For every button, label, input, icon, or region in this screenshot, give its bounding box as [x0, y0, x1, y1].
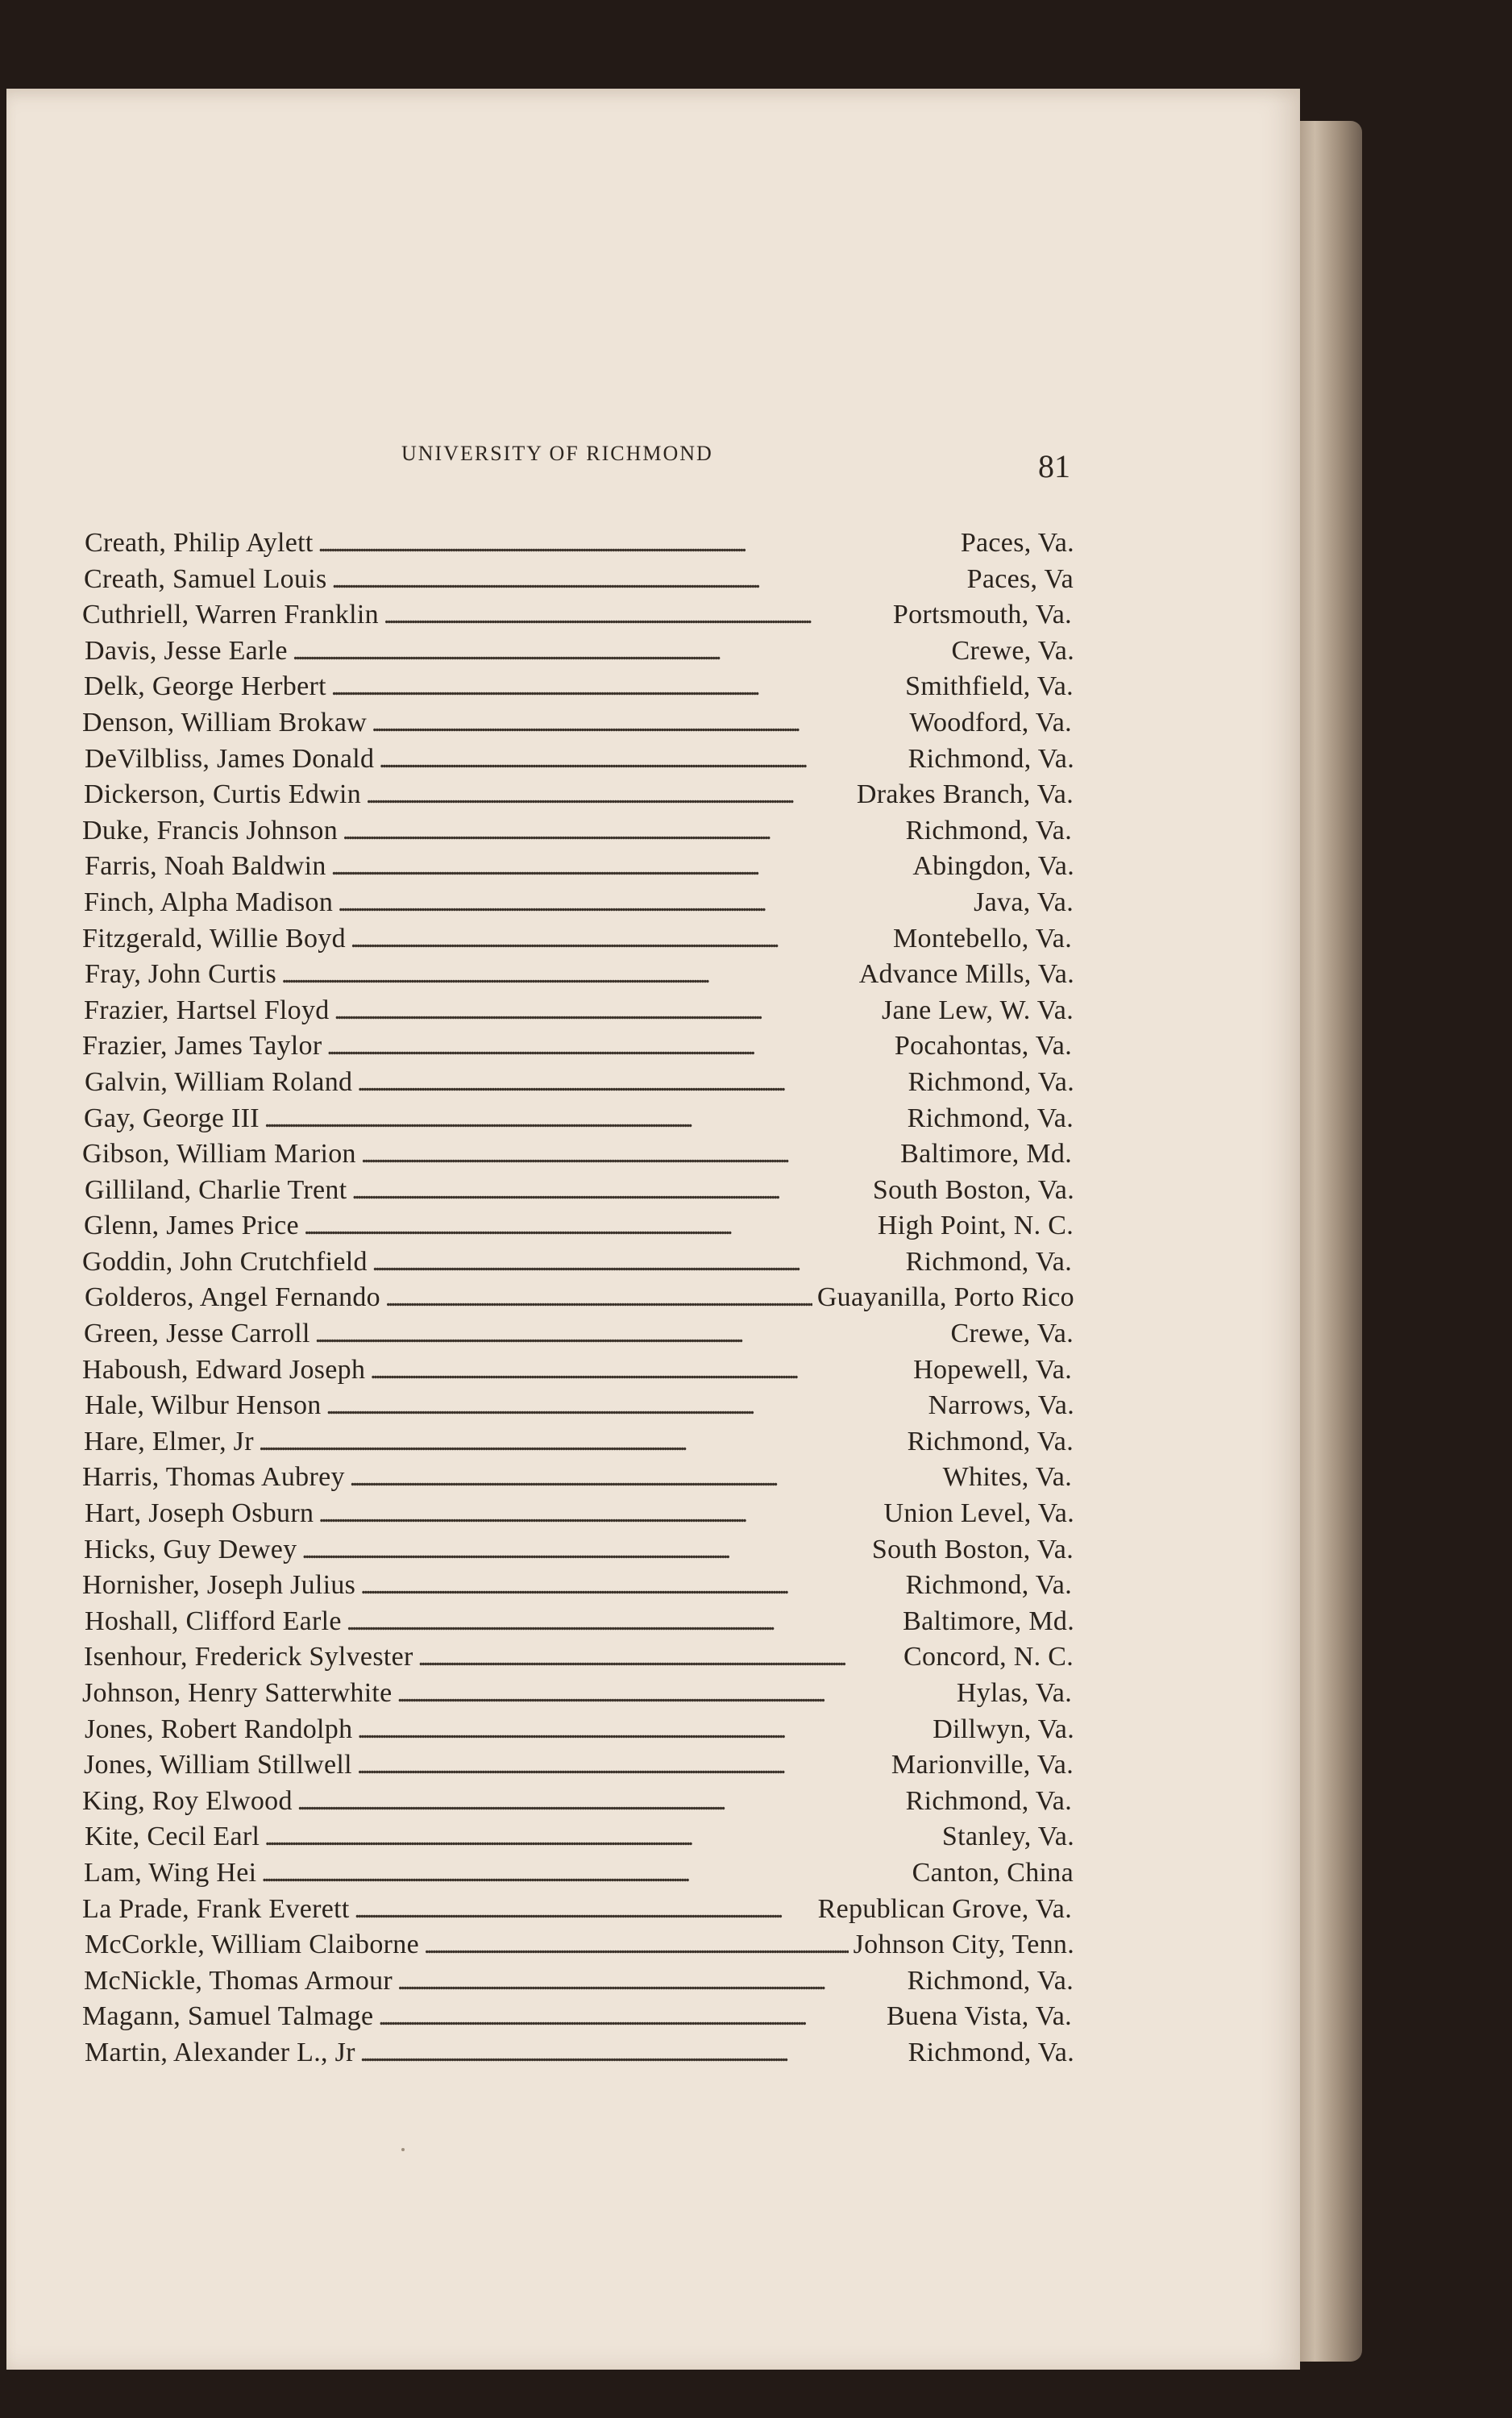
dot-leader: [343, 814, 901, 850]
student-name: Harris, Thomas Aubrey: [82, 1462, 345, 1493]
student-name: Creath, Philip Aylett: [85, 528, 314, 558]
dot-leader: [385, 1281, 812, 1317]
student-residence: Crewe, Va.: [950, 1319, 1074, 1349]
roster-entry: [82, 1136, 1072, 1173]
dot-leader: [418, 1640, 899, 1676]
roster-entry: [82, 1999, 1072, 2035]
dot-leader: [315, 1317, 946, 1353]
roster-entry: [82, 813, 1072, 850]
student-residence: Jane Lew, W. Va.: [881, 995, 1074, 1025]
dot-leader: [338, 886, 969, 922]
dot-leader: [318, 526, 956, 563]
roster-entry: [82, 705, 1072, 742]
dot-leader: [379, 742, 903, 779]
dot-leader: [351, 922, 888, 958]
dot-leader: [351, 1174, 867, 1210]
dot-leader: [357, 1748, 887, 1784]
dot-leader: [372, 706, 904, 742]
student-residence: Pocahontas, Va.: [894, 1031, 1072, 1062]
student-name: McNickle, Thomas Armour: [84, 1965, 393, 1996]
student-name: Finch, Alpha Madison: [84, 887, 334, 917]
student-residence: Marionville, Va.: [891, 1750, 1074, 1780]
roster-entry: [84, 993, 1074, 1029]
student-name: Glenn, James Price: [84, 1211, 299, 1241]
dot-leader: [397, 1964, 903, 2000]
student-residence: Hopewell, Va.: [913, 1354, 1072, 1385]
student-name: King, Roy Elwood: [82, 1785, 293, 1816]
roster-entry: [82, 1784, 1072, 1820]
student-residence: Johnson City, Tenn.: [853, 1930, 1074, 1960]
student-residence: Abingdon, Va.: [912, 851, 1074, 882]
roster-entry: [85, 1065, 1074, 1101]
student-name: Hale, Wilbur Henson: [85, 1390, 322, 1421]
roster-entry: [82, 921, 1072, 958]
student-roster: [84, 526, 1074, 2071]
student-name: Hare, Elmer, Jr: [84, 1426, 254, 1456]
dot-leader: [384, 598, 888, 634]
student-residence: Advance Mills, Va.: [858, 959, 1074, 990]
student-residence: Buena Vista, Va.: [886, 2001, 1072, 2032]
student-residence: Baltimore, Md.: [900, 1139, 1072, 1170]
student-name: La Prade, Frank Everett: [82, 1893, 350, 1924]
roster-entry: [82, 1460, 1072, 1496]
student-residence: Montebello, Va.: [892, 923, 1072, 953]
student-residence: High Point, N. C.: [877, 1211, 1074, 1241]
paper-mark: [401, 2148, 405, 2151]
page-number: 81: [1038, 448, 1070, 484]
roster-entry: [85, 849, 1074, 885]
student-name: Martin, Alexander L., Jr: [85, 2037, 355, 2067]
student-residence: Union Level, Va.: [883, 1498, 1074, 1529]
student-name: Magann, Samuel Talmage: [82, 2001, 374, 2032]
roster-entry: [82, 1028, 1072, 1065]
roster-entry: [84, 1747, 1074, 1784]
student-name: Jones, William Stillwell: [84, 1750, 352, 1780]
student-residence: South Boston, Va.: [871, 1534, 1074, 1564]
roster-entry: [82, 1244, 1072, 1281]
dot-leader: [261, 1856, 907, 1892]
dot-leader: [293, 634, 947, 671]
roster-entry: [85, 1388, 1074, 1424]
student-name: Davis, Jesse Earle: [85, 635, 288, 666]
roster-entry: [85, 957, 1074, 993]
roster-entry: [85, 1604, 1074, 1640]
dot-leader: [331, 850, 908, 886]
roster-entry: [82, 1568, 1072, 1604]
dot-leader: [264, 1820, 937, 1856]
student-residence: South Boston, Va.: [872, 1174, 1074, 1205]
roster-entry: [82, 1676, 1072, 1712]
dot-leader: [350, 1460, 938, 1497]
student-residence: Richmond, Va.: [905, 1570, 1072, 1601]
dot-leader: [378, 2000, 882, 2036]
roster-entry: [85, 1712, 1074, 1748]
roster-entry: [84, 1639, 1074, 1676]
roster-entry: [84, 777, 1074, 813]
roster-entry: [84, 1208, 1074, 1244]
student-name: Delk, George Herbert: [84, 671, 326, 702]
student-name: Frazier, Hartsel Floyd: [84, 995, 330, 1025]
dot-leader: [361, 1137, 895, 1174]
student-name: Jones, Robert Randolph: [85, 1714, 353, 1744]
student-name: Frazier, James Taylor: [82, 1031, 322, 1062]
student-name: Creath, Samuel Louis: [84, 563, 327, 594]
student-residence: Narrows, Va.: [928, 1390, 1074, 1421]
roster-entry: [85, 2035, 1074, 2071]
dot-leader: [357, 1066, 903, 1102]
student-residence: Paces, Va.: [960, 528, 1074, 558]
student-name: Duke, Francis Johnson: [82, 815, 338, 845]
student-residence: Guayanilla, Porto Rico: [816, 1282, 1074, 1313]
dot-leader: [304, 1209, 873, 1245]
roster-entry: [85, 1280, 1074, 1316]
student-residence: Woodford, Va.: [909, 707, 1072, 737]
student-name: Gay, George III: [84, 1103, 260, 1133]
student-name: McCorkle, William Claiborne: [85, 1930, 419, 1960]
student-name: Green, Jesse Carroll: [84, 1319, 310, 1349]
running-title: UNIVERSITY OF RICHMOND: [401, 442, 713, 465]
dot-leader: [357, 1713, 928, 1749]
student-residence: Stanley, Va.: [941, 1822, 1074, 1852]
dot-leader: [397, 1676, 952, 1713]
student-residence: Whites, Va.: [942, 1462, 1072, 1493]
dot-leader: [326, 1389, 924, 1425]
roster-entry: [85, 526, 1074, 562]
dot-leader: [372, 1245, 901, 1282]
roster-entry: [82, 1892, 1072, 1928]
dot-leader: [366, 778, 852, 814]
roster-entry: [85, 1173, 1074, 1209]
student-residence: Baltimore, Md.: [903, 1606, 1074, 1636]
roster-entry: [84, 1424, 1074, 1460]
student-residence: Dillwyn, Va.: [933, 1714, 1074, 1744]
student-name: Goddin, John Crutchfield: [82, 1246, 368, 1277]
student-residence: Concord, N. C.: [903, 1642, 1074, 1672]
roster-entry: [84, 562, 1074, 598]
student-residence: Republican Grove, Va.: [817, 1893, 1072, 1924]
student-residence: Richmond, Va.: [908, 743, 1074, 774]
roster-entry: [84, 885, 1074, 921]
dot-leader: [259, 1425, 903, 1461]
student-name: Galvin, William Roland: [85, 1066, 353, 1097]
dot-leader: [318, 1497, 879, 1533]
student-residence: Richmond, Va.: [908, 2037, 1074, 2067]
student-name: Gibson, William Marion: [82, 1139, 356, 1170]
dot-leader: [424, 1928, 849, 1964]
roster-entry: [85, 634, 1074, 670]
student-name: Hart, Joseph Osburn: [85, 1498, 314, 1529]
dot-leader: [370, 1353, 908, 1390]
roster-entry: [84, 669, 1074, 705]
student-name: Lam, Wing Hei: [84, 1857, 257, 1888]
student-residence: Richmond, Va.: [907, 1426, 1074, 1456]
student-name: Cuthriell, Warren Franklin: [82, 600, 379, 630]
roster-entry: [85, 742, 1074, 778]
dot-leader: [297, 1784, 901, 1821]
student-name: Hoshall, Clifford Earle: [85, 1606, 342, 1636]
dot-leader: [331, 670, 900, 706]
student-name: Farris, Noah Baldwin: [85, 851, 326, 882]
roster-entry: [82, 1352, 1072, 1389]
roster-entry: [84, 1316, 1074, 1352]
dot-leader: [360, 1568, 900, 1605]
dot-leader: [332, 563, 962, 599]
student-name: Golderos, Angel Fernando: [85, 1282, 380, 1313]
student-name: Isenhour, Frederick Sylvester: [84, 1642, 413, 1672]
roster-entry: [84, 1101, 1074, 1137]
dot-leader: [281, 958, 854, 994]
dot-leader: [326, 1029, 889, 1066]
dot-leader: [355, 1892, 813, 1929]
student-residence: Java, Va.: [974, 887, 1074, 917]
student-residence: Hylas, Va.: [956, 1678, 1072, 1708]
student-residence: Portsmouth, Va.: [892, 600, 1072, 630]
roster-entry: [84, 1963, 1074, 2000]
dot-leader: [360, 2036, 903, 2072]
student-residence: Richmond, Va.: [907, 1103, 1074, 1133]
student-name: Fitzgerald, Willie Boyd: [82, 923, 346, 953]
roster-entry: [84, 1855, 1074, 1892]
student-residence: Richmond, Va.: [905, 1785, 1072, 1816]
student-name: Fray, John Curtis: [85, 959, 277, 990]
student-name: DeVilbliss, James Donald: [85, 743, 375, 774]
student-residence: Smithfield, Va.: [905, 671, 1074, 702]
student-name: Johnson, Henry Satterwhite: [82, 1678, 393, 1708]
student-name: Hicks, Guy Dewey: [84, 1534, 297, 1564]
roster-entry: [82, 597, 1072, 634]
student-name: Kite, Cecil Earl: [85, 1822, 260, 1852]
student-residence: Richmond, Va.: [905, 815, 1072, 845]
student-name: Hornisher, Joseph Julius: [82, 1570, 356, 1601]
roster-entry: [85, 1819, 1074, 1855]
student-name: Haboush, Edward Joseph: [82, 1354, 366, 1385]
dot-leader: [264, 1102, 903, 1138]
student-residence: Richmond, Va.: [907, 1965, 1074, 1996]
roster-entry: [85, 1496, 1074, 1532]
dot-leader: [334, 994, 877, 1030]
student-residence: Crewe, Va.: [951, 635, 1074, 666]
student-name: Denson, William Brokaw: [82, 707, 368, 737]
dot-leader: [301, 1533, 866, 1569]
student-residence: Richmond, Va.: [908, 1066, 1074, 1097]
student-residence: Drakes Branch, Va.: [856, 779, 1074, 810]
student-name: Gilliland, Charlie Trent: [85, 1174, 347, 1205]
roster-entry: [85, 1927, 1074, 1963]
student-residence: Paces, Va: [966, 563, 1074, 594]
roster-entry: [84, 1532, 1074, 1568]
book-page: [6, 89, 1300, 2370]
student-residence: Canton, China: [912, 1857, 1074, 1888]
student-residence: Richmond, Va.: [905, 1246, 1072, 1277]
dot-leader: [347, 1605, 898, 1641]
student-name: Dickerson, Curtis Edwin: [84, 779, 362, 810]
